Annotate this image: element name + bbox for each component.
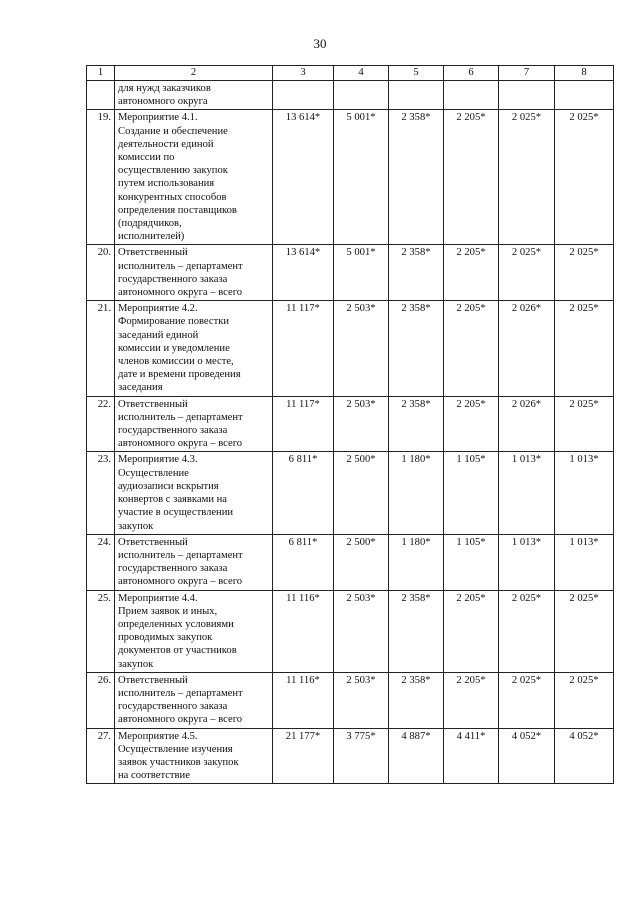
table-row — [87, 110, 614, 245]
value-cell-col-8: 2 025* — [555, 245, 614, 301]
value-cell-col-8: 1 013* — [555, 452, 614, 534]
description-line: Ответственный — [118, 674, 188, 686]
table-row — [87, 590, 614, 672]
table-body — [87, 81, 614, 784]
value-cell-col-5: 1 180* — [389, 452, 444, 534]
row-number: 19. — [87, 110, 115, 245]
value-cell-col-3: 6 811* — [273, 534, 334, 590]
description-line: на соответствие — [118, 770, 190, 782]
description-line: автономного округа – всего — [118, 287, 243, 299]
row-description — [115, 81, 273, 110]
value-cell-col-3: 13 614* — [273, 110, 334, 245]
description-line: автономного округа — [118, 96, 208, 108]
table-row — [87, 672, 614, 728]
row-description — [115, 110, 273, 245]
description-line: Ответственный — [118, 536, 188, 548]
description-line: конкурентных способов — [118, 191, 227, 203]
description-line: закупок — [118, 658, 154, 670]
description-line: Осуществление изучения — [118, 743, 233, 755]
value-cell-col-6: 2 205* — [444, 590, 499, 672]
description-line: закупок — [118, 520, 154, 532]
page-number: 30 — [313, 36, 327, 51]
description-line: Ответственный — [118, 247, 188, 259]
value-cell-col-5: 2 358* — [389, 245, 444, 301]
value-cell-col-4: 5 001* — [334, 245, 389, 301]
table-row — [87, 245, 614, 301]
row-number: 25. — [87, 590, 115, 672]
value-cell-col-5: 2 358* — [389, 672, 444, 728]
value-cell-col-3 — [273, 81, 334, 110]
value-cell-col-7: 2 025* — [499, 245, 555, 301]
value-cell-col-5: 1 180* — [389, 534, 444, 590]
description-line: автономного округа – всего — [118, 714, 243, 726]
value-cell-col-7: 4 052* — [499, 728, 555, 784]
row-number: 26. — [87, 672, 115, 728]
value-cell-col-5: 2 358* — [389, 396, 444, 452]
value-cell-col-6: 2 205* — [444, 245, 499, 301]
program-table — [86, 65, 614, 784]
description-line: деятельности единой — [118, 138, 214, 150]
description-line: (подрядчиков, — [118, 218, 182, 230]
column-header-5: 5 — [389, 66, 444, 81]
description-line: Мероприятие 4.3. — [118, 454, 198, 466]
value-cell-col-5: 2 358* — [389, 110, 444, 245]
value-cell-col-8: 2 025* — [555, 672, 614, 728]
value-cell-col-3: 11 117* — [273, 396, 334, 452]
description-line: определенных условиями — [118, 618, 234, 630]
row-number: 23. — [87, 452, 115, 534]
value-cell-col-4 — [334, 81, 389, 110]
description-line: документов от участников — [118, 645, 237, 657]
column-header-6: 6 — [444, 66, 499, 81]
value-cell-col-4: 3 775* — [334, 728, 389, 784]
row-number: 22. — [87, 396, 115, 452]
description-line: дате и времени проведения — [118, 369, 241, 381]
value-cell-col-3: 11 116* — [273, 590, 334, 672]
value-cell-col-6: 1 105* — [444, 452, 499, 534]
table-row — [87, 81, 614, 110]
description-line: Мероприятие 4.1. — [118, 112, 198, 124]
value-cell-col-8: 2 025* — [555, 301, 614, 396]
value-cell-col-7: 1 013* — [499, 534, 555, 590]
value-cell-col-4: 2 503* — [334, 672, 389, 728]
description-line: Мероприятие 4.4. — [118, 592, 198, 604]
description-line: государственного заказа — [118, 425, 228, 437]
column-header-3: 3 — [273, 66, 334, 81]
row-number — [87, 81, 115, 110]
row-description — [115, 590, 273, 672]
value-cell-col-7: 2 026* — [499, 396, 555, 452]
table-row — [87, 396, 614, 452]
row-number: 27. — [87, 728, 115, 784]
column-header-8: 8 — [555, 66, 614, 81]
value-cell-col-7: 1 013* — [499, 452, 555, 534]
value-cell-col-7 — [499, 81, 555, 110]
value-cell-col-6: 2 205* — [444, 396, 499, 452]
value-cell-col-8 — [555, 81, 614, 110]
description-line: исполнитель – департамент — [118, 549, 243, 561]
column-header-1: 1 — [87, 66, 115, 81]
description-line: исполнитель – департамент — [118, 687, 243, 699]
table-row — [87, 301, 614, 396]
description-line: Прием заявок и иных, — [118, 605, 218, 617]
value-cell-col-3: 11 116* — [273, 672, 334, 728]
description-line: определения поставщиков — [118, 204, 237, 216]
row-number: 21. — [87, 301, 115, 396]
description-line: заседаний единой — [118, 329, 199, 341]
value-cell-col-3: 21 177* — [273, 728, 334, 784]
value-cell-col-8: 2 025* — [555, 396, 614, 452]
description-line: аудиозаписи вскрытия — [118, 480, 219, 492]
value-cell-col-3: 6 811* — [273, 452, 334, 534]
description-line: исполнитель – департамент — [118, 260, 243, 272]
table-row — [87, 452, 614, 534]
description-line: исполнитель – департамент — [118, 411, 243, 423]
description-line: заседания — [118, 382, 163, 394]
table-row — [87, 534, 614, 590]
value-cell-col-5: 4 887* — [389, 728, 444, 784]
description-line: осуществлению закупок — [118, 165, 228, 177]
column-header-2: 2 — [115, 66, 273, 81]
value-cell-col-6: 2 205* — [444, 110, 499, 245]
value-cell-col-4: 2 500* — [334, 452, 389, 534]
row-description — [115, 728, 273, 784]
description-line: государственного заказа — [118, 273, 228, 285]
description-line: автономного округа – всего — [118, 576, 243, 588]
description-line: комиссии по — [118, 152, 175, 164]
column-header-4: 4 — [334, 66, 389, 81]
description-line: комиссии и уведомление — [118, 342, 230, 354]
value-cell-col-6: 4 411* — [444, 728, 499, 784]
description-line: исполнителей) — [118, 231, 185, 243]
description-line: конвертов с заявками на — [118, 494, 228, 506]
value-cell-col-8: 1 013* — [555, 534, 614, 590]
description-line: автономного округа – всего — [118, 438, 243, 450]
description-line: Мероприятие 4.5. — [118, 730, 198, 742]
value-cell-col-5: 2 358* — [389, 590, 444, 672]
description-line: путем использования — [118, 178, 215, 190]
header-row — [87, 66, 614, 81]
value-cell-col-4: 2 503* — [334, 396, 389, 452]
value-cell-col-3: 13 614* — [273, 245, 334, 301]
row-number: 20. — [87, 245, 115, 301]
value-cell-col-6: 2 205* — [444, 672, 499, 728]
row-description — [115, 672, 273, 728]
value-cell-col-4: 5 001* — [334, 110, 389, 245]
value-cell-col-4: 2 503* — [334, 301, 389, 396]
description-line: государственного заказа — [118, 563, 228, 575]
row-description — [115, 534, 273, 590]
value-cell-col-6: 2 205* — [444, 301, 499, 396]
description-line: участие в осуществлении — [118, 507, 234, 519]
value-cell-col-8: 2 025* — [555, 590, 614, 672]
column-header-7: 7 — [499, 66, 555, 81]
description-line: Ответственный — [118, 398, 188, 410]
value-cell-col-5: 2 358* — [389, 301, 444, 396]
row-number: 24. — [87, 534, 115, 590]
row-description — [115, 452, 273, 534]
description-line: проводимых закупок — [118, 632, 213, 644]
description-line: для нужд заказчиков — [118, 83, 211, 94]
table-row — [87, 728, 614, 784]
description-line: Мероприятие 4.2. — [118, 303, 198, 315]
row-description — [115, 301, 273, 396]
value-cell-col-7: 2 026* — [499, 301, 555, 396]
row-description — [115, 396, 273, 452]
row-description — [115, 245, 273, 301]
description-line: Осуществление — [118, 467, 189, 479]
value-cell-col-6 — [444, 81, 499, 110]
value-cell-col-4: 2 503* — [334, 590, 389, 672]
value-cell-col-7: 2 025* — [499, 590, 555, 672]
description-line: членов комиссии о месте, — [118, 356, 234, 368]
description-line: Формирование повестки — [118, 316, 230, 328]
description-line: заявок участников закупок — [118, 756, 239, 768]
description-line: государственного заказа — [118, 701, 228, 713]
value-cell-col-3: 11 117* — [273, 301, 334, 396]
value-cell-col-4: 2 500* — [334, 534, 389, 590]
description-line: Создание и обеспечение — [118, 125, 228, 137]
value-cell-col-8: 4 052* — [555, 728, 614, 784]
value-cell-col-5 — [389, 81, 444, 110]
value-cell-col-7: 2 025* — [499, 110, 555, 245]
value-cell-col-8: 2 025* — [555, 110, 614, 245]
value-cell-col-7: 2 025* — [499, 672, 555, 728]
value-cell-col-6: 1 105* — [444, 534, 499, 590]
